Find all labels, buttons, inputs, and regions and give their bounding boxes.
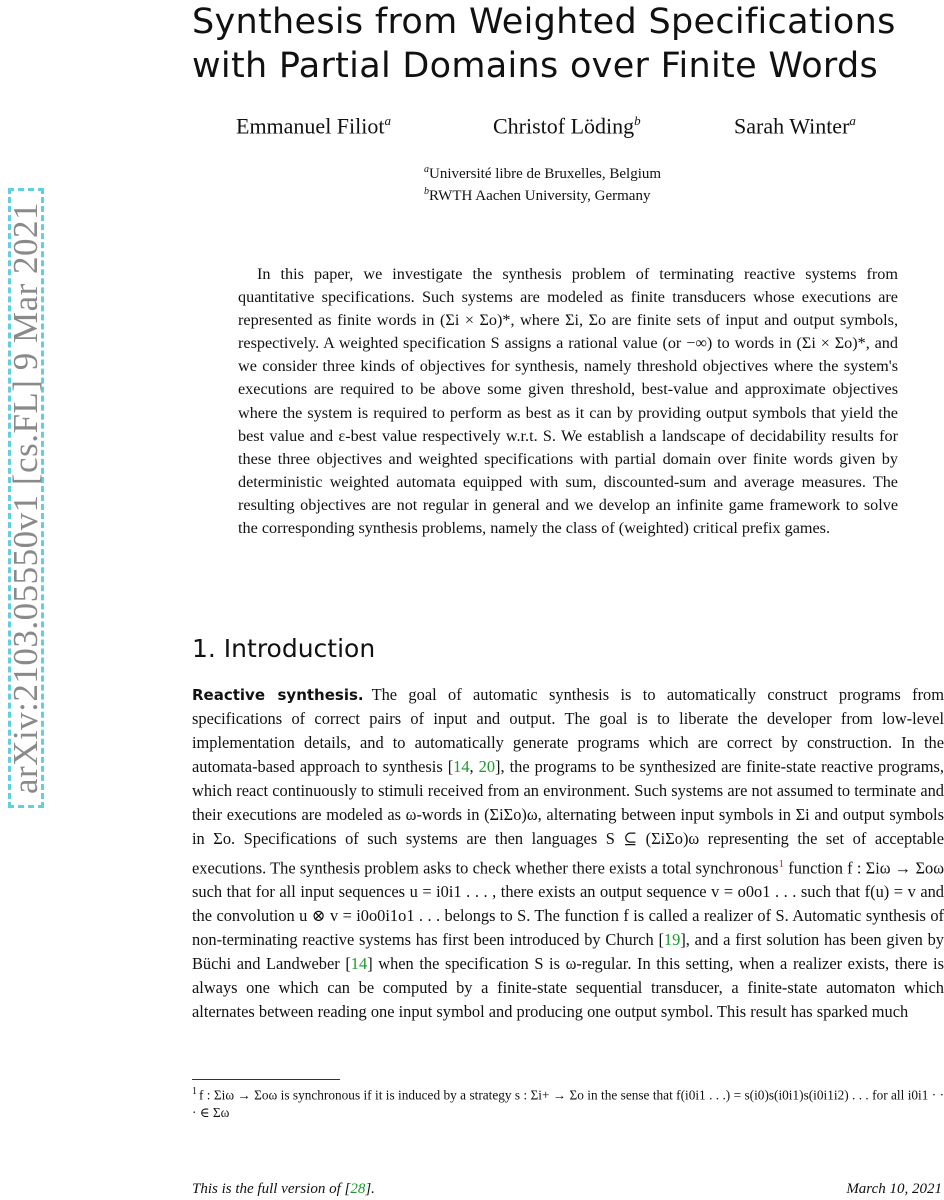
affiliation-a-text: Université libre de Bruxelles, Belgium (429, 166, 662, 182)
intro-text-2: ], the programs to be synthesized are finite-state reactive programs, which react continuously to stimuli received from an environment. Such systems are not assumed to terminate and their executions are modeled as ω-words in (ΣiΣo)ω, alternating between input symbols in Σi and output symbols in Σo. Specifications of such systems are then languages S ⊆ (ΣiΣo)ω representing the set of acceptable executions. The synthesis problem asks to check whether there exists a total synchronous (192, 757, 944, 878)
author-2-affil: b (634, 113, 641, 128)
intro-text-3: function f : Σiω → Σoω such that for all input sequences u = i0i1 . . . , there exists an output sequence v = o0o1 . . . such that f(u) = v and the convolution u ⊗ v = i0o0i1o1 . . . belongs to S. The function f is called a realizer of S. Automatic synthesis of non-terminating reactive systems has first been introduced by Church [ (192, 858, 944, 950)
footnote-ref-1[interactable]: 1 (778, 858, 785, 870)
section-heading-introduction: 1. Introduction (192, 634, 376, 663)
footnote-number: 1 (192, 1086, 197, 1097)
footer-note (192, 1181, 375, 1198)
author-2-name: Christof Löding (493, 113, 635, 139)
author-1-affil: a (384, 113, 391, 128)
title-line-2: with Partial Domains over Finite Words (192, 46, 879, 86)
affiliation-b-text: RWTH Aachen University, Germany (429, 188, 651, 204)
paragraph-lead-reactive-synthesis: Reactive synthesis. (192, 686, 364, 704)
affiliation-a-mark: a (424, 164, 429, 175)
author-1 (236, 113, 391, 139)
author-3-affil: a (849, 113, 856, 128)
title-line-1: Synthesis from Weighted Specifications (192, 2, 896, 42)
affiliation-b (424, 186, 650, 205)
citation-19[interactable]: 19 (663, 930, 681, 950)
intro-text-4: ], and a first solution has been given by Büchi and Landweber [ (192, 930, 944, 974)
introduction-body (192, 683, 944, 1024)
abstract (238, 263, 898, 540)
citation-14[interactable]: 14 (453, 757, 470, 776)
footnote-1 (192, 1083, 944, 1122)
author-1-name: Emmanuel Filiot (236, 113, 385, 139)
affiliation-a (424, 164, 661, 183)
citation-20[interactable]: 20 (478, 757, 496, 776)
arxiv-identifier: arXiv:2103.05550v1 [cs.FL] 9 Mar 2021 (6, 201, 45, 795)
citation-28[interactable]: 28 (350, 1181, 366, 1197)
abstract-text: In this paper, we investigate the synthesis problem of terminating reactive systems from quantitative specifications. Such systems are modeled as finite transducers whose executions are represented as finite words in (Σi × Σo)*, where Σi, Σo are finite sets of input and output symbols, respectively. A weighted specification S assigns a rational value (or −∞) to words in (Σi × Σo)*, and we consider three kinds of objectives for synthesis, namely threshold objectives where the system's executions are required to be above some given threshold, best-value and approximate objectives where the system is required to perform as best as it can by providing output symbols that yield the best value and ε-best value respectively w.r.t. S. We establish a landscape of decidability results for these three objectives and weighted specifications with partial domain over finite words given by deterministic weighted automata equipped with sum, discounted-sum and average measures. The resulting objectives are not regular in general and we develop an infinite game framework to solve the corresponding synthesis problems, namely the class of (weighted) critical prefix games. (238, 265, 898, 538)
citation-14-b[interactable]: 14 (350, 954, 368, 974)
affiliation-b-mark: b (424, 186, 429, 197)
footer-note-pre: This is the full version of [ (192, 1181, 351, 1197)
author-2 (493, 113, 641, 139)
footnote-divider (192, 1079, 340, 1080)
paper-title (192, 0, 944, 88)
author-3-name: Sarah Winter (734, 113, 850, 139)
footer-note-post: ]. (365, 1181, 375, 1197)
author-3 (734, 113, 856, 139)
footnote-text: f : Σiω → Σoω is synchronous if it is induced by a strategy s : Σi+ → Σo in the sense that f(i0i1 . . .) = s(i0)s(i0i1)s(i0i1i2) . . . for all i0i1 · · · ∈ Σω (192, 1087, 944, 1121)
intro-paragraph: Reactive synthesis. The goal of automatic synthesis is to automatically construct programs from specifications of correct pairs of input and output. The goal is to liberate the developer from low-level implementation details, and to automatically generate programs which are correct by construction. In the automata-based approach to synthesis [14, 20], the programs to be synthesized are finite-state reactive programs, which react continuously to stimuli received from an environment. Such systems are not assumed to terminate and their executions are modeled as ω-words in (ΣiΣo)ω, alternating between input symbols in Σi and output symbols in Σo. Specifications of such systems are then languages S ⊆ (ΣiΣo)ω representing the set of acceptable executions. The synthesis problem asks to check whether there exists a total synchronous$^1$ function f : Σiω → Σoω such that for all input sequences u = i0i1 . . . , there exists an output sequence v = o0o1 . . . such that f(u) = v and the convolution u ⊗ v = i0o0i1o1 . . . belongs to S. The function f is called a realizer of S. Automatic synthesis of non-terminating reactive systems has first been introduced by Church [19], and a first solution has been given by Büchi and Landweber [14] when the specification S is ω-regular. In this setting, when a realizer exists, there is always one which can be computed by a finite-state sequential transducer, a finite-state automaton which alternates between reading one input symbol and producing one output symbol. This result has sparked much (192, 685, 944, 1022)
footer-date: March 10, 2021 (846, 1181, 942, 1197)
intro-text-1: The goal of automatic synthesis is to automatically construct programs from specifications of correct pairs of input and output. The goal is to liberate the developer from low-level implementation details, and to automatically generate programs which are correct by construction. In the automata-based approach to synthesis [ (192, 685, 944, 776)
arxiv-stamp (8, 188, 44, 808)
intro-text-5: ] when the specification S is ω-regular. In this setting, when a realizer exists, there is always one which can be computed by a finite-state sequential transducer, a finite-state automaton which alternates between reading one input symbol and producing one output symbol. This result has sparked much (192, 954, 944, 1022)
